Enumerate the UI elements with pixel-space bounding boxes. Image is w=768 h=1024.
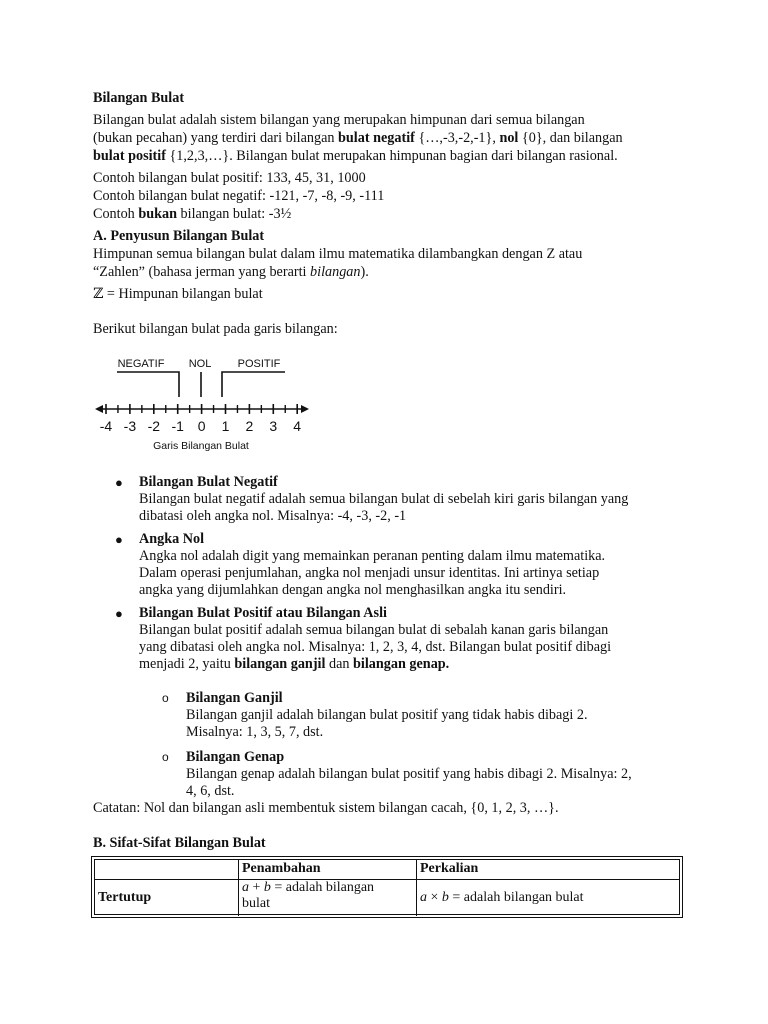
list-item-text-part: menjadi 2, yaitu <box>139 656 235 672</box>
term-bilangan-genap: bilangan genap. <box>353 656 450 672</box>
sub-item-text: Bilangan ganjil adalah bilangan bulat positif yang tidak habis dibagi 2. <box>186 707 588 723</box>
table-row-label: Tertutup <box>95 879 239 916</box>
section-a-text: ). <box>360 264 369 280</box>
example-text: Contoh <box>93 206 139 222</box>
section-b-title: B. Sifat-Sifat Bilangan Bulat <box>93 835 266 851</box>
tick-label: -1 <box>171 418 184 434</box>
label-nol: NOL <box>188 358 212 370</box>
example-not-integer <box>93 205 693 223</box>
intro-text: (bukan pecahan) yang terdiri dari bilangan <box>93 130 339 146</box>
intro-text: {0}, dan bilangan <box>518 130 623 146</box>
number-line-lead: Berikut bilangan bulat pada garis bilangan: <box>93 321 338 337</box>
multiplication-text <box>420 890 584 906</box>
term-bukan: bukan <box>138 206 177 222</box>
term-bilangan-ganjil: bilangan ganjil <box>234 656 326 672</box>
table-inner <box>94 859 680 915</box>
sub-item-text: Bilangan genap adalah bilangan bulat positif yang habis dibagi 2. Misalnya: 2, <box>186 766 632 782</box>
list-item-title: Bilangan Bulat Negatif <box>139 474 278 490</box>
sub-item-body <box>186 749 692 800</box>
table-header-cell: Perkalian <box>420 861 479 876</box>
page-heading: Bilangan Bulat <box>93 90 185 106</box>
intro-text: {1,2,3,…}. Bilangan bulat merupakan himpunan bagian dari bilangan rasional. <box>165 148 618 164</box>
term-bulat-negatif: bulat negatif <box>338 130 415 146</box>
multiplication-rest: = adalah bilangan bulat <box>448 889 584 905</box>
tick-label: 4 <box>293 418 302 434</box>
intro-text: {…,-3,-2,-1}, <box>414 130 500 146</box>
intro-paragraph <box>93 111 693 165</box>
list-item-title: Angka Nol <box>139 531 205 547</box>
list-item-body <box>139 605 695 673</box>
table-cell-addition <box>239 879 417 916</box>
bullet-icon: ● <box>115 475 123 490</box>
list-item-text: Bilangan bulat negatif adalah semua bilangan bulat di sebelah kiri garis bilangan yang <box>139 491 629 507</box>
number-line-svg <box>93 350 315 458</box>
section-a-text: “Zahlen” (bahasa jerman yang berarti <box>93 264 311 280</box>
tick-label: -4 <box>99 418 113 434</box>
tick-label: -2 <box>147 418 161 434</box>
table-cell-multiplication <box>417 879 677 916</box>
list-item-text: yang dibatasi oleh angka nol. Misalnya: 1, 2, 3, 4, dst. Bilangan bulat positif dibagi <box>139 639 612 655</box>
intro-line-3 <box>93 147 693 165</box>
examples <box>93 169 693 223</box>
table-header-cell: Penambahan <box>239 860 417 879</box>
addition-line-2: bulat <box>242 896 270 911</box>
tick-label: 0 <box>197 418 206 434</box>
op-plus: + <box>249 880 264 895</box>
section-a-line-2 <box>93 263 693 281</box>
list-item-title: Bilangan Bulat Positif atau Bilangan Asli <box>139 605 387 621</box>
sub-item-body <box>186 690 692 741</box>
right-arrow-icon <box>301 405 309 413</box>
term-bulat-positif: bulat positif <box>93 148 166 164</box>
properties-table <box>91 856 683 918</box>
var-b: b <box>441 889 449 905</box>
section-a <box>93 227 693 281</box>
list-item-text: dibatasi oleh angka nol. Misalnya: -4, -3, -2, -1 <box>139 508 407 524</box>
example-negative: Contoh bilangan bulat negatif: -121, -7, -8, -9, -111 <box>93 188 385 204</box>
tick-label: -3 <box>123 418 137 434</box>
sub-item-title: Bilangan Ganjil <box>186 690 283 706</box>
left-arrow-icon <box>95 405 103 413</box>
table-row <box>95 879 679 916</box>
label-positif: POSITIF <box>237 358 281 370</box>
bullet-icon: ● <box>115 532 123 547</box>
intro-line-1: Bilangan bulat adalah sistem bilangan yang merupakan himpunan dari semua bilangan <box>93 112 585 128</box>
example-positive: Contoh bilangan bulat positif: 133, 45, 31, 1000 <box>93 170 366 186</box>
table-header-cell <box>95 860 239 879</box>
sub-item-text: Misalnya: 1, 3, 5, 7, dst. <box>186 724 324 740</box>
example-text: bilangan bulat: -3½ <box>176 206 292 222</box>
sub-bullet-icon: o <box>162 750 169 764</box>
label-negatif: NEGATIF <box>117 358 165 370</box>
list-item-text-part: dan <box>325 656 354 672</box>
addition-text: = adalah bilangan <box>270 880 375 895</box>
section-a-line-1: Himpunan semua bilangan bulat dalam ilmu matematika dilambangkan dengan Z atau <box>93 246 583 262</box>
number-line-caption: Garis Bilangan Bulat <box>153 440 249 452</box>
list-item-body <box>139 531 695 599</box>
note-catatan: Catatan: Nol dan bilangan asli membentuk sistem bilangan cacah, {0, 1, 2, 3, …}. <box>93 800 559 816</box>
bullet-icon: ● <box>115 606 123 621</box>
list-item-text: Bilangan bulat positif adalah semua bilangan bulat di sebalah kanan garis bilangan <box>139 622 609 638</box>
negatif-bracket <box>117 372 179 397</box>
sub-bullet-icon: o <box>162 691 169 705</box>
list-item-text: angka yang dijumlahkan dengan angka nol menghasilkan angka itu sendiri. <box>139 582 567 598</box>
term-bilangan: bilangan <box>310 264 361 280</box>
list-item-text: Dalam operasi penjumlahan, angka nol menjadi unsur identitas. Ini artinya setiap <box>139 565 600 581</box>
var-b: b <box>263 880 271 895</box>
list-item-text <box>139 656 695 673</box>
number-line-figure <box>93 350 315 458</box>
positif-bracket <box>222 372 285 397</box>
tick-label: 2 <box>245 418 254 434</box>
table-header-row <box>95 860 679 880</box>
intro-line-2 <box>93 129 693 147</box>
tick-label: 3 <box>269 418 278 434</box>
var-a: a <box>242 880 249 895</box>
var-a: a <box>420 889 427 905</box>
section-a-title: A. Penyusun Bilangan Bulat <box>93 228 265 244</box>
list-item-body <box>139 474 695 525</box>
sub-item-text: 4, 6, dst. <box>186 783 235 799</box>
list-item-text: Angka nol adalah digit yang memainkan peranan penting dalam ilmu matematika. <box>139 548 606 564</box>
sub-item-title: Bilangan Genap <box>186 749 285 765</box>
tick-label: 1 <box>221 418 230 434</box>
op-times: × <box>427 889 442 905</box>
z-definition: ℤ = Himpunan bilangan bulat <box>93 286 263 302</box>
term-nol: nol <box>499 130 519 146</box>
addition-line-1 <box>242 880 413 896</box>
